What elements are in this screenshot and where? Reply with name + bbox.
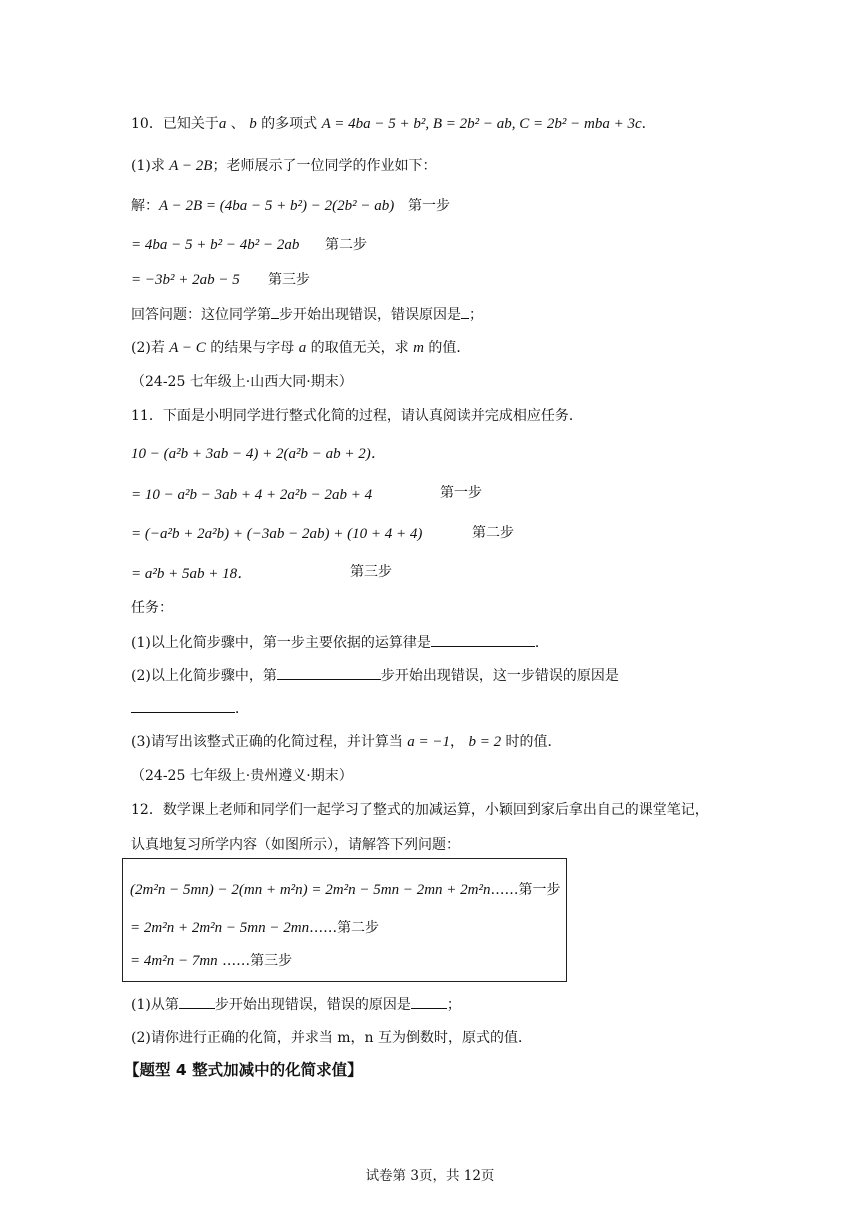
q11-stem: 11．下面是小明同学进行整式化简的过程，请认真阅读并完成相应任务． <box>131 408 583 424</box>
section-title: 【题型 4 整式加减中的化简求值】 <box>124 1061 363 1079</box>
q10-solution-line2: = 4ba − 5 + b² − 4b² − 2ab <box>131 237 300 253</box>
q11-task1: (1)以上化简步骤中，第一步主要依据的运算律是 ． <box>131 632 549 653</box>
q11-step3-label: 第三步 <box>350 564 392 580</box>
answer-blank[interactable] <box>271 304 279 319</box>
answer-blank[interactable] <box>277 665 381 680</box>
q11-source: （24-25 七年级上·山西大同·期末） <box>131 374 353 390</box>
q12-part1: (1)从第 步开始出现错误，错误的原因是 ； <box>131 994 461 1015</box>
q12-source: （24-25 七年级上·贵州遵义·期末） <box>131 768 353 784</box>
q10-answer-prompt: 回答问题：这位同学第 步开始出现错误，错误原因是 ； <box>131 304 483 325</box>
q11-line1: = 10 − a²b − 3ab + 4 + 2a²b − 2ab + 4 <box>131 487 373 503</box>
q10-part2: (2)若 A − C 的结果与字母 a 的取值无关，求 m 的值． <box>131 340 471 356</box>
answer-blank[interactable] <box>131 698 235 713</box>
q12-box-line1: (2m²n − 5mn) − 2(mn + m²n) = 2m²n − 5mn − 2mn + 2m²n……第一步 <box>130 882 561 898</box>
answer-blank[interactable] <box>431 632 535 647</box>
q12-box-line3: = 4m²n − 7mn ……第三步 <box>130 953 293 969</box>
q11-step1-label: 第一步 <box>440 485 482 501</box>
q11-line2: = (−a²b + 2a²b) + (−3ab − 2ab) + (10 + 4 + 4) <box>131 526 423 542</box>
q12-stem-line2: 认真地复习所学内容（如图所示），请解答下列问题： <box>131 837 460 853</box>
answer-blank[interactable] <box>179 994 215 1009</box>
q10-stem: 10．已知关于a 、 b 的多项式 A = 4ba − 5 + b², B = 2b² − ab, C = 2b² − mba + 3c． <box>131 116 656 132</box>
q10-step3-label: 第三步 <box>268 272 310 288</box>
q11-expression: 10 − (a²b + 3ab − 4) + 2(a²b − ab + 2)． <box>131 446 386 462</box>
q10-step1-label: 第一步 <box>408 198 450 214</box>
q11-task2-continued: ． <box>131 698 249 719</box>
q12-stem-line1: 12．数学课上老师和同学们一起学习了整式的加减运算，小颖回到家后拿出自己的课堂笔记， <box>131 802 709 818</box>
q10-solution-line3: = −3b² + 2ab − 5 <box>131 272 240 288</box>
q10-solution-line1: 解：A − 2B = (4ba − 5 + b²) − 2(2b² − ab) <box>131 198 395 214</box>
q11-task-heading: 任务： <box>131 600 173 616</box>
answer-blank[interactable] <box>461 304 469 319</box>
answer-blank[interactable] <box>411 994 447 1009</box>
q11-line3: = a²b + 5ab + 18． <box>131 566 253 582</box>
q10-part1: (1)求 A − 2B；老师展示了一位同学的作业如下： <box>131 158 437 174</box>
q10-polynomials: A = 4ba − 5 + b², B = 2b² − ab, C = 2b² − mba + 3c <box>321 116 642 132</box>
q11-task2: (2)以上化简步骤中，第 步开始出现错误，这一步错误的原因是 <box>131 665 619 686</box>
q12-part2: (2)请你进行正确的化简，并求当 m，n 互为倒数时，原式的值． <box>131 1030 533 1046</box>
q12-box-line2: = 2m²n + 2m²n − 5mn − 2mn……第二步 <box>130 920 380 936</box>
q10-step2-label: 第二步 <box>325 237 367 253</box>
q11-task3: (3)请写出该整式正确的化简过程，并计算当 a = −1， b = 2 时的值． <box>131 734 562 750</box>
page-footer: 试卷第 3页，共 12页 <box>365 1168 495 1184</box>
q11-step2-label: 第二步 <box>472 525 514 541</box>
